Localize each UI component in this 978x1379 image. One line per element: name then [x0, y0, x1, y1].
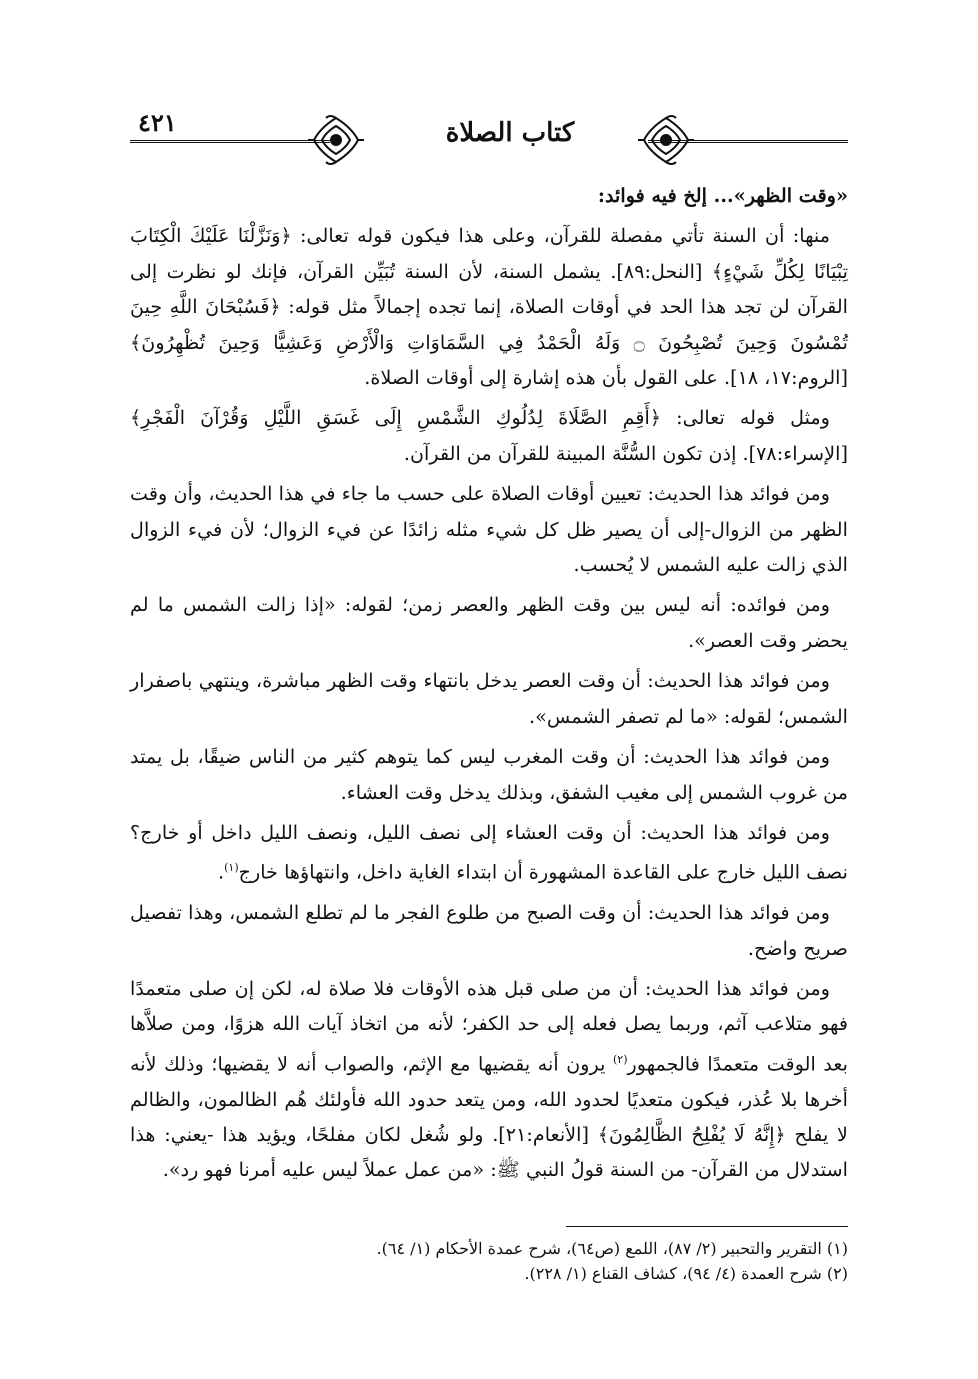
paragraph-3: ومن فوائد هذا الحديث: تعيين أوقات الصلاة على حسب ما جاء في هذا الحديث، وأن وقت الظهر من الزوال-إلى أن يصير ظل كل شيء مثله زائدًا عن فيء الزوال؛ لأن فيء الزوال الذي زالت عليه الشمس لا يُحسب.: [130, 482, 848, 577]
paragraph-9-text-b: يرون أنه يقضيها مع الإثم، والصواب أنه لا يقضيها؛ وذلك لأنه أخرها بلا عُذر، فيكون متعديًا لحدود الله، ومن يتعد حدود الله فأولئك هُم الظالمون، والظالم لا يفلح ﴿إِنَّهُ لَا يُفْلِحُ الظَّالِمُونَ﴾ [الأنعام:٢١]. ولو شُغل لكان مفلحًا، ويؤيد هذا -يعني: هذا استدلال من القرآن- من السنة قولُ النبي ﷺ: «من عمل عملاً ليس عليه أمرنا فهو رد».: [130, 1052, 848, 1182]
footnote-1: (١) التقرير والتحبير (٢/ ٨٧)، اللمع (ص٦٤)، شرح عمدة الأحكام (١/ ٦٤).: [376, 1239, 848, 1258]
paragraph-7-text: ومن فوائد هذا الحديث: أن وقت العشاء إلى نصف الليل، ونصف الليل داخل أو خارج؟ نصف الليل خارج على القاعدة المشهورة أن ابتداء الغاية داخل، وانتهاؤها خارج: [130, 820, 848, 884]
footnote-mark-1: (١): [224, 861, 239, 875]
header-rule-left: [130, 140, 330, 143]
footnote-mark-2: (٢): [613, 1052, 628, 1066]
footnotes: [130, 1236, 848, 1286]
ornament-right-icon: [638, 114, 694, 166]
paragraph-7: ومن فوائد هذا الحديث: أن وقت العشاء إلى نصف الليل، ونصف الليل داخل أو خارج؟ نصف الليل خارج على القاعدة المشهورة أن ابتداء الغاية داخل، وانتهاؤها خارج$^{(١)}$.: [130, 820, 848, 884]
running-title: كتاب الصلاة: [445, 118, 575, 148]
page-header: [130, 108, 848, 170]
paragraph-8: ومن فوائد هذا الحديث: أن وقت الصبح من طلوع الفجر ما لم تطلع الشمس، وهذا تفصيل صريح واضح.: [130, 901, 848, 960]
main-text: [130, 178, 848, 1193]
paragraph-2: ومثل قوله تعالى: ﴿أَقِمِ الصَّلَاةَ لِدُلُوكِ الشَّمْسِ إِلَى غَسَقِ اللَّيْلِ وَقُرْآنَ الْفَجْرِ﴾ [الإسراء:٧٨]. إذن تكون السُّنَّة المبينة للقرآن من القرآن.: [130, 406, 848, 465]
section-lead: «وقت الظهر»... إلخ فيه فوائد:: [597, 184, 848, 207]
paragraph-6: ومن فوائد هذا الحديث: أن وقت المغرب ليس كما يتوهم كثير من الناس ضيقًا، بل يمتد من غروب الشمس إلى مغيب الشفق، وبذلك يدخل وقت العشاء.: [130, 745, 848, 804]
footnote-2: (٢) شرح العمدة (٤/ ٩٤)، كشاف القناع (١/ ٢٢٨).: [524, 1264, 848, 1283]
ornament-left-icon: [308, 114, 364, 166]
paragraph-9: [130, 971, 848, 1188]
footnote-rule: [566, 1226, 848, 1227]
paragraph-9-text-a: ومن فوائد هذا الحديث: أن من صلى قبل هذه الأوقات فلا صلاة له، لكن إن صلى متعمدًا فهو متلاعب آثم، وربما يصل فعله إلى حد الكفر؛ لأنه من اتخاذ آيات الله هزوًا، ومن صلاَّها بعد الوقت متعمدًا فالجمهور: [130, 976, 848, 1076]
paragraph-5: ومن فوائد هذا الحديث: أن وقت العصر يدخل بانتهاء وقت الظهر مباشرة، وينتهي باصفرار الشمس؛ لقوله: «ما لم تصفر الشمس».: [130, 669, 848, 728]
paragraph-1: منها: أن السنة تأتي مفصلة للقرآن، وعلى هذا فيكون قوله تعالى: ﴿وَنَزَّلْنَا عَلَيْكَ الْكِتَابَ تِبْيَانًا لِكُلِّ شَيْءٍ﴾ [النحل:٨٩]. يشمل السنة، لأن السنة تُبَيِّن القرآن، فإنك لو نظرت إلى القرآن لن تجد هذا الحد في أوقات الصلاة، إنما تجده إجمالاً مثل قوله: ﴿فَسُبْحَانَ اللَّهِ حِينَ تُمْسُونَ وَحِينَ تُصْبِحُونَ ۝ وَلَهُ الْحَمْدُ فِي السَّمَاوَاتِ وَالْأَرْضِ وَعَشِيًّا وَحِينَ تُظْهِرُونَ﴾ [الروم:١٧، ١٨]. على القول بأن هذه إشارة إلى أوقات الصلاة.: [130, 224, 848, 390]
paragraph-4: ومن فوائده: أنه ليس بين وقت الظهر والعصر زمن؛ لقوله: «إذا زالت الشمس ما لم يحضر وقت العصر».: [130, 593, 848, 652]
page-number: ٤٢١: [138, 108, 177, 137]
